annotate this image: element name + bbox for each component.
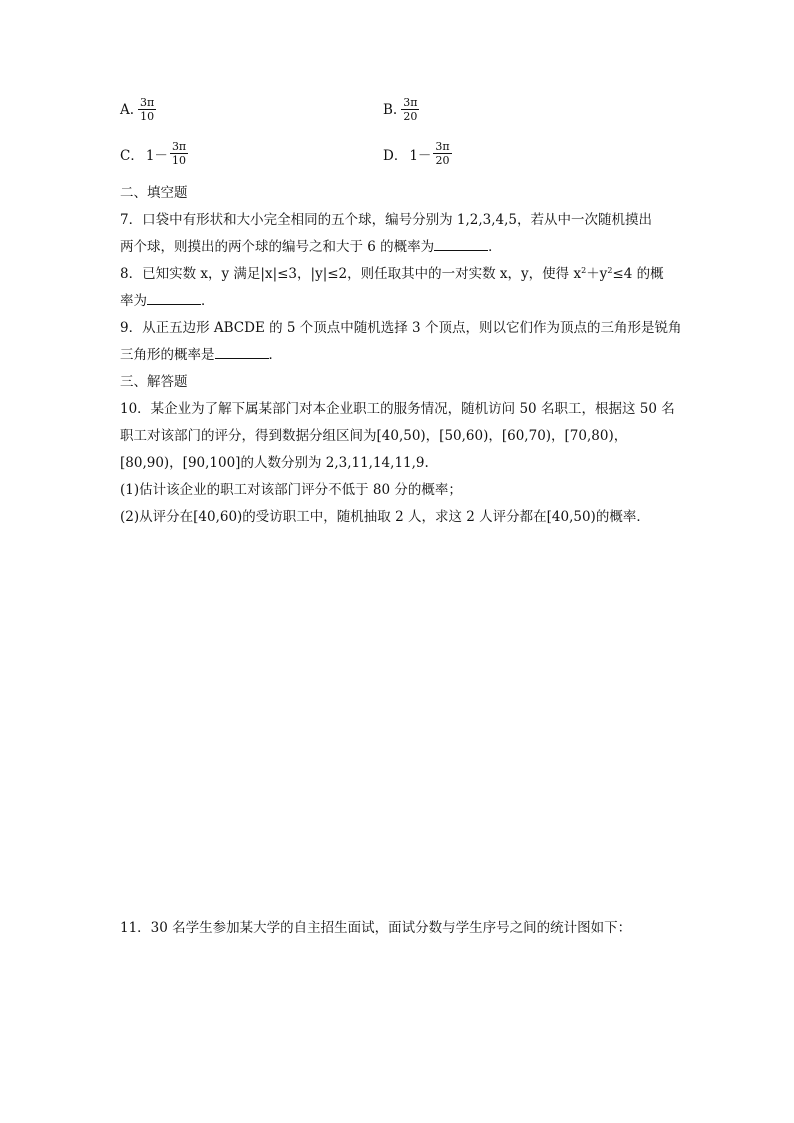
q9-answer-blank[interactable] bbox=[215, 346, 269, 359]
option-a-denominator: 10 bbox=[140, 110, 155, 123]
q7-end: ． bbox=[488, 239, 502, 255]
q8-line-1 bbox=[120, 264, 664, 284]
q9-text-2: 三角形的概率是 bbox=[120, 347, 215, 363]
q8-answer-blank[interactable] bbox=[147, 292, 201, 305]
option-c-label: C． bbox=[120, 147, 144, 164]
option-b-label: B. bbox=[383, 101, 398, 118]
q10-part-1: (1)估计该企业的职工对该部门评分不低于 80 分的概率； bbox=[120, 482, 462, 498]
q7-line-1: 7．口袋中有形状和大小完全相同的五个球，编号分别为 1,2,3,4,5，若从中一次随机摸出 bbox=[120, 212, 652, 228]
q8-text-2: 率为 bbox=[120, 293, 147, 309]
option-d-denominator: 20 bbox=[435, 154, 450, 167]
option-d-fraction bbox=[433, 140, 451, 167]
q7-text: 两个球，则摸出的两个球的编号之和大于 6 的概率为 bbox=[120, 239, 435, 255]
q10-line-2: 职工对该部门的评分，得到数据分组区间为[40,50)，[50,60)，[60,70)，[70,80)， bbox=[120, 428, 628, 444]
option-d bbox=[383, 140, 452, 167]
q10-line-3: [80,90)，[90,100]的人数分别为 2,3,11,14,11,9. bbox=[120, 455, 429, 471]
option-a bbox=[120, 96, 156, 123]
q8-sup-1: 2 bbox=[581, 266, 587, 275]
option-d-numerator: 3π bbox=[435, 140, 450, 153]
q9-end: ． bbox=[268, 347, 282, 363]
option-b-denominator: 20 bbox=[403, 110, 418, 123]
section-fill-in-title: 二、填空题 bbox=[120, 185, 188, 201]
q8-line-2 bbox=[120, 291, 215, 311]
q7-line-2 bbox=[120, 237, 502, 257]
option-b bbox=[383, 96, 419, 123]
option-d-minus: 1－ bbox=[409, 147, 432, 164]
option-d-label: D． bbox=[383, 147, 408, 164]
q9-line-1: 9．从正五边形 ABCDE 的 5 个顶点中随机选择 3 个顶点，则以它们作为顶点的三角形是锐角 bbox=[120, 320, 682, 336]
q10-part-2: (2)从评分在[40,60)的受访职工中，随机抽取 2 人，求这 2 人评分都在[40,50)的概率． bbox=[120, 509, 650, 525]
q11-line-1: 11．30 名学生参加某大学的自主招生面试，面试分数与学生序号之间的统计图如下： bbox=[120, 920, 632, 936]
option-c-numerator: 3π bbox=[171, 140, 187, 153]
option-a-label: A. bbox=[120, 101, 135, 118]
option-a-fraction bbox=[138, 96, 156, 123]
q8-sup-2: 2 bbox=[607, 266, 613, 275]
section-solve-title: 三、解答题 bbox=[120, 374, 188, 390]
option-a-numerator: 3π bbox=[140, 96, 155, 109]
option-c-denominator: 10 bbox=[172, 154, 187, 167]
option-b-fraction bbox=[401, 96, 419, 123]
option-c bbox=[120, 140, 188, 167]
q8-text-a: 8．已知实数 x，y 满足|x|≤3，|y|≤2，则任取其中的一对实数 x，y，使得 x bbox=[120, 266, 582, 282]
option-c-fraction bbox=[170, 140, 188, 167]
option-b-numerator: 3π bbox=[403, 96, 418, 109]
q8-end: ． bbox=[201, 293, 215, 309]
q10-line-1: 10．某企业为了解下属某部门对本企业职工的服务情况，随机访问 50 名职工，根据这 50 名 bbox=[120, 401, 675, 417]
q8-text-b: ＋y bbox=[586, 266, 608, 282]
option-c-minus: 1－ bbox=[145, 147, 168, 164]
q8-text-c: ≤4 的概 bbox=[612, 266, 664, 282]
q9-line-2 bbox=[120, 345, 282, 365]
q7-answer-blank[interactable] bbox=[434, 238, 488, 251]
